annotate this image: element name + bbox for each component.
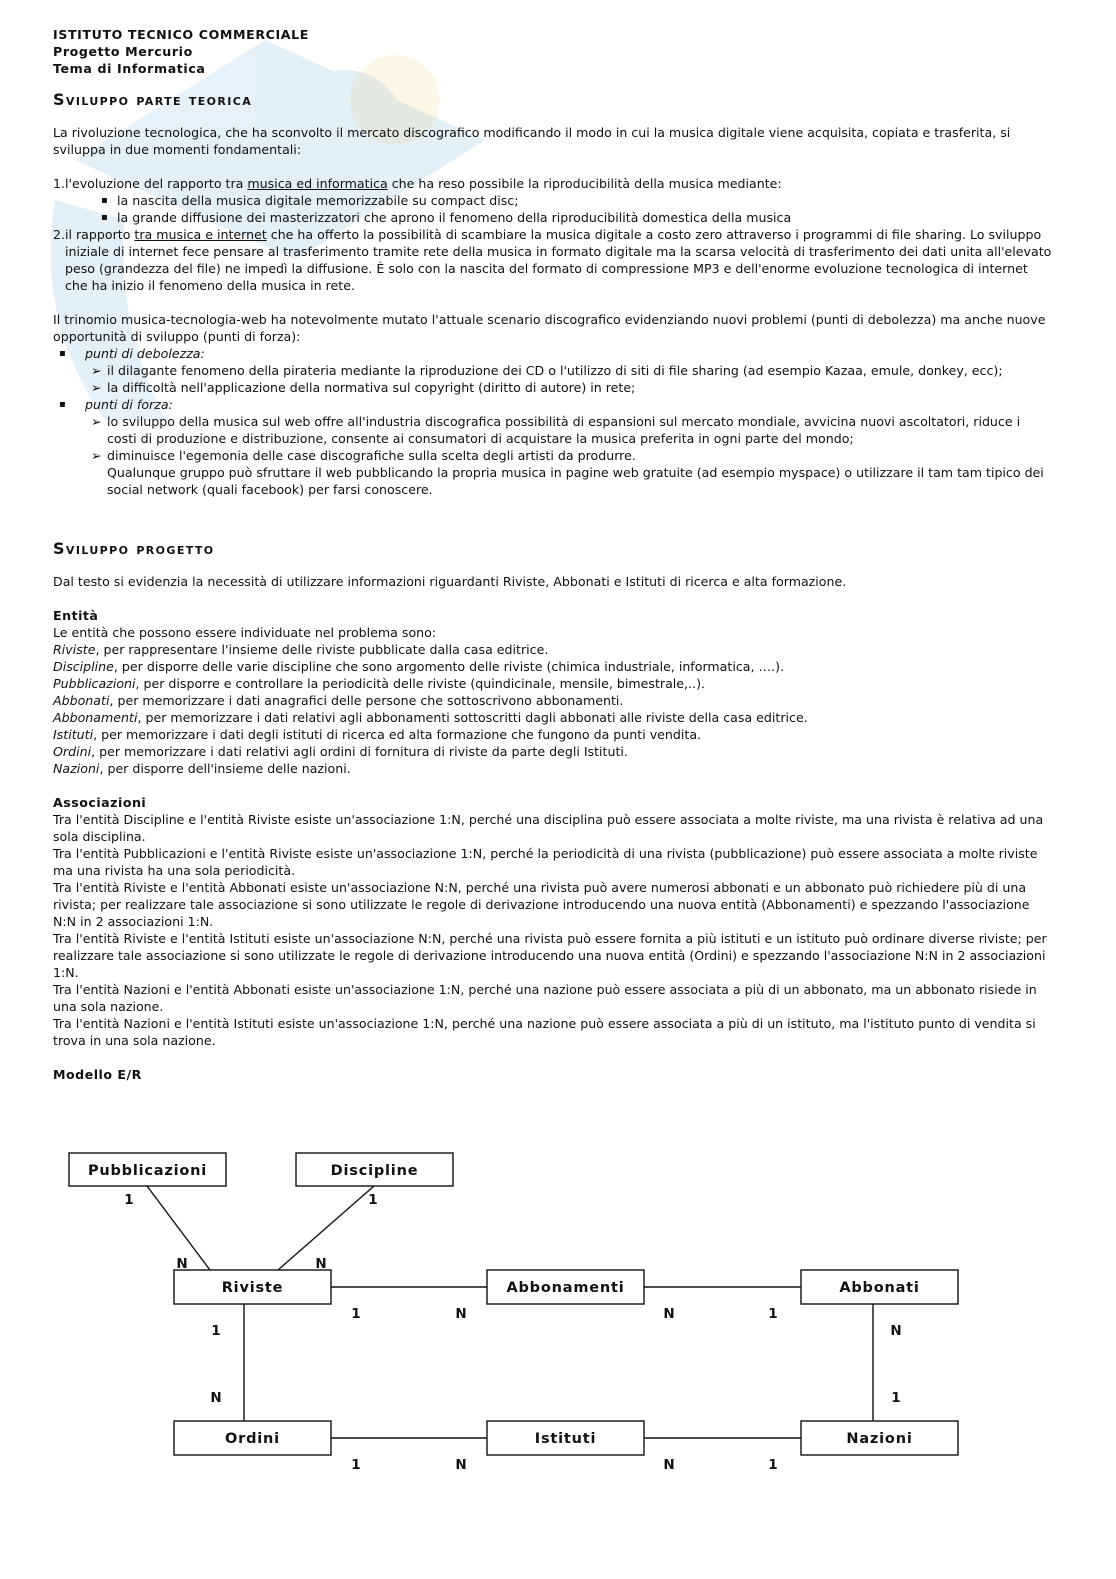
cardinality-label: 1 [211, 1323, 221, 1339]
entity-label-discipline: Discipline [330, 1163, 419, 1179]
entity-label-istituti: Istituti [534, 1431, 597, 1447]
header-project: Progetto Mercurio [53, 44, 193, 59]
cardinality-label: 1 [891, 1390, 901, 1406]
cardinality-label: 1 [351, 1457, 361, 1473]
trinomio-paragraph: Il trinomio musica-tecnologia-web ha notevolmente mutato l'attuale scenario discografico evidenziando nuovi problemi (punti di debolezza) ma anche nuove opportunità di sviluppo (punti di forza): [53, 312, 1046, 344]
item-number: 1. [53, 176, 66, 191]
arrow-bullet-icon: ➢ [91, 414, 102, 429]
association-paragraph: Tra l'entità Nazioni e l'entità Abbonati esiste un'associazione 1:N, perché una nazione può essere associata a più di un abbonato, ma un abbonato risiede in una sola nazione. [53, 982, 1037, 1014]
entity-line: Istituti, per memorizzare i dati degli istituti di ricerca ed alta formazione che fungono da punti vendita. [53, 727, 702, 742]
item-number: 2. [53, 227, 66, 242]
cardinality-label: N [663, 1457, 675, 1473]
entities-heading: Entità [53, 608, 99, 623]
cardinality-label: 1 [768, 1457, 778, 1473]
entity-line: Discipline, per disporre delle varie discipline che sono argomento delle riviste (chimica industriale, informatica, ….). [53, 659, 784, 674]
weak-items [85, 362, 1053, 396]
item2-pre: il rapporto [65, 227, 135, 242]
association-paragraph: Tra l'entità Nazioni e l'entità Istituti esiste un'associazione 1:N, perché una nazione può essere associata a più di un istituto, ma l'istituto punto di vendita si trova in una sola nazione. [53, 1016, 1036, 1048]
list-item: ▪ la nascita della musica digitale memorizzabile su compact disc; [101, 192, 1053, 209]
weak-points [59, 345, 1053, 396]
cardinality-label: N [455, 1306, 467, 1322]
cardinality-label: N [315, 1256, 327, 1272]
item1-pre: l'evoluzione del rapporto tra [65, 176, 248, 191]
cardinality-label: 1 [351, 1306, 361, 1322]
strength-weakness-list [53, 345, 1053, 498]
list-item: ➢ la difficoltà nell'applicazione della normativa sul copyright (diritto di autore) in rete; [91, 380, 636, 395]
er-diagram [0, 1140, 1116, 1500]
weak-label: punti di debolezza: [85, 346, 205, 361]
header-subject: Tema di Informatica [53, 61, 206, 76]
item2-link: tra musica e internet [134, 227, 267, 242]
associations-list [53, 811, 1053, 1049]
item2-post: che ha offerto la possibilità di scambiare la musica digitale a costo zero attraverso i programmi di file sharing. Lo sviluppo iniziale di internet fece pensare al trasferimento tramite rete della musica in formato digitale ma la scarsa velocità di trasferimento dei dati unita all'elevato peso (grandezza del file) ne impedì la diffusione. È solo con la nascita del formato di compressione MP3 e dell'enorme evoluzione tecnologica di internet che ha inizio il fenomeno della musica in rete. [65, 227, 1052, 293]
strong-extra: Qualunque gruppo può sfruttare il web pubblicando la propria musica in pagine web gratuite (ad esempio myspace) o utilizzare il tam tam tipico dei social network (quali facebook) per farsi conoscere. [107, 465, 1044, 497]
entity-label-riviste: Riviste [221, 1280, 284, 1296]
square-bullet-icon: ▪ [59, 348, 66, 359]
entity-label-ordini: Ordini [225, 1431, 280, 1447]
arrow-bullet-icon: ➢ [91, 448, 102, 463]
entity-line: Pubblicazioni, per disporre e controllare la periodicità delle riviste (quindicinale, mensile, bimestrale,..). [53, 676, 705, 691]
association-paragraph: Tra l'entità Discipline e l'entità Riviste esiste un'associazione 1:N, perché una disciplina può essere associata a molte riviste, ma una rivista è relativa ad una sola disciplina. [53, 812, 1044, 844]
entity-label-abbonamenti: Abbonamenti [506, 1280, 625, 1296]
entity-line: Abbonati, per memorizzare i dati anagrafici delle persone che sottoscrivono abbonamenti. [53, 693, 624, 708]
cardinality-label: 1 [368, 1192, 378, 1208]
list-item: ▪ la grande diffusione dei masterizzatori che aprono il fenomeno della riproducibilità domestica della musica [101, 209, 1053, 226]
theory-item-2 [53, 226, 1053, 294]
cardinality-label: N [210, 1390, 222, 1406]
associations-heading: Associazioni [53, 795, 147, 810]
square-bullet-icon: ▪ [59, 399, 66, 410]
theory-item-1 [53, 175, 1053, 226]
cardinality-label: 1 [124, 1192, 134, 1208]
association-paragraph: Tra l'entità Riviste e l'entità Abbonati esiste un'associazione N:N, perché una rivista può avere numerosi abbonati e un abbonato può richiedere più di una rivista; per realizzare tale associazione si sono utilizzate le regole di derivazione introducendo una nuova entità (Abbonamenti) e spezzando l'associazione N:N in 2 associazioni 1:N. [53, 880, 1030, 929]
strong-points [59, 396, 1053, 498]
entity-line: Ordini, per memorizzare i dati relativi agli ordini di fornitura di riviste da parte degli Istituti. [53, 744, 628, 759]
item1-bullets [65, 192, 1053, 226]
arrow-bullet-icon: ➢ [91, 380, 102, 395]
entities-intro: Le entità che possono essere individuate nel problema sono: [53, 625, 437, 640]
cardinality-label: N [176, 1256, 188, 1272]
list-item: ➢ il dilagante fenomeno della pirateria mediante la riproduzione dei CD o l'utilizzo di siti di file sharing (ad esempio Kazaa, emule, donkey, ecc); [91, 363, 1003, 378]
entity-line: Nazioni, per disporre dell'insieme delle nazioni. [53, 761, 351, 776]
entity-line: Abbonamenti, per memorizzare i dati relativi agli abbonamenti sottoscritti dagli abbonati alle riviste della casa editrice. [53, 710, 808, 725]
section-title-project: Sviluppo progetto [53, 539, 215, 558]
association-paragraph: Tra l'entità Riviste e l'entità Istituti esiste un'associazione N:N, perché una rivista può essere fornita a più istituti e un istituto può ordinare diverse riviste; per realizzare tale associazione si sono utilizzate le regole di derivazione introducendo una nuova entità (Ordini) e spezzando l'associazione N:N in 2 associazioni 1:N. [53, 931, 1047, 980]
association-paragraph: Tra l'entità Pubblicazioni e l'entità Riviste esiste un'associazione 1:N, perché la periodicità di una rivista (pubblicazione) può essere associata a molte riviste ma una rivista ha una sola periodicità. [53, 846, 1038, 878]
entity-line: Riviste, per rappresentare l'insieme delle riviste pubblicate dalla casa editrice. [53, 642, 549, 657]
item1-post: che ha reso possibile la riproducibilità della musica mediante: [387, 176, 782, 191]
section-title-theory: Sviluppo parte teorica [53, 90, 253, 109]
strong-label: punti di forza: [85, 397, 173, 412]
header-school: ISTITUTO TECNICO COMMERCIALE [53, 27, 309, 42]
cardinality-label: N [455, 1457, 467, 1473]
theory-intro: La rivoluzione tecnologica, che ha sconvolto il mercato discografico modificando il modo in cui la musica digitale viene acquisita, copiata e trasferita, si sviluppa in due momenti fondamentali: [53, 125, 1011, 157]
project-intro: Dal testo si evidenzia la necessità di utilizzare informazioni riguardanti Riviste, Abbonati e Istituti di ricerca e alta formazione. [53, 574, 847, 589]
cardinality-label: N [663, 1306, 675, 1322]
entity-label-abbonati: Abbonati [839, 1280, 920, 1296]
entities-list [53, 641, 1053, 777]
cardinality-label: 1 [768, 1306, 778, 1322]
cardinality-label: N [890, 1323, 902, 1339]
entity-label-pubblicazioni: Pubblicazioni [87, 1163, 208, 1179]
list-item: ➢ diminuisce l'egemonia delle case discografiche sulla scelta degli artisti da produrre. Qualunque gruppo può sfruttare il web pubblicando la propria musica in pagine web gratuite (ad esempio myspace) o utilizzare il tam tam tipico dei social network (quali facebook) per farsi conoscere. [91, 448, 1044, 497]
strong-items [85, 413, 1053, 498]
item1-link: musica ed informatica [247, 176, 388, 191]
arrow-bullet-icon: ➢ [91, 363, 102, 378]
er-heading: Modello E/R [53, 1067, 142, 1082]
entity-label-nazioni: Nazioni [846, 1431, 913, 1447]
list-item: ➢ lo sviluppo della musica sul web offre all'industria discografica possibilità di espansioni sul mercato mondiale, avvicina nuovi ascoltatori, riduce i costi di produzione e distribuzione, consente ai consumatori di acquistare la musica preferita in ogni parte del mondo; [91, 414, 1021, 446]
theory-list [53, 175, 1053, 294]
